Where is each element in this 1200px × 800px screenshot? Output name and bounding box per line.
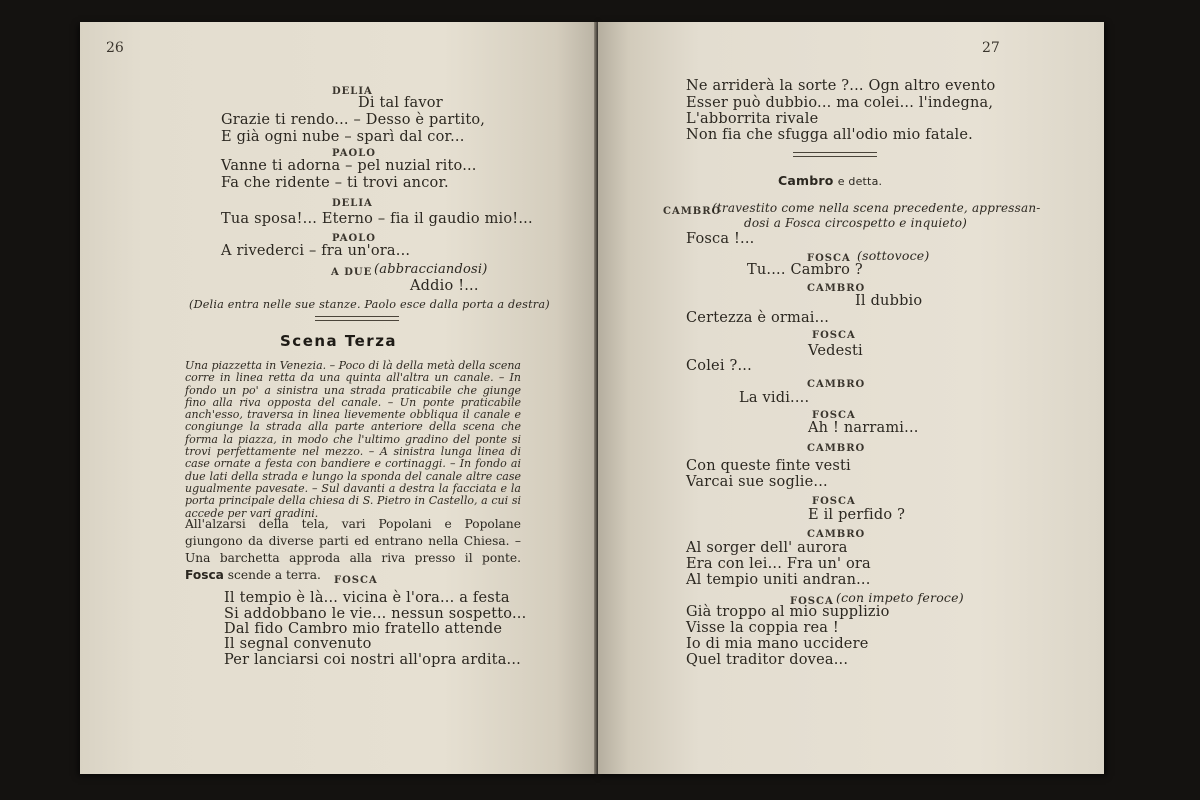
verse-line: E già ogni nube – sparì dal cor... xyxy=(221,129,465,145)
speaker-label: FOSCA xyxy=(812,496,856,507)
speaker-label: CAMBRO xyxy=(807,443,866,454)
speaker-label: PAOLO xyxy=(332,148,377,159)
left-page-number: 26 xyxy=(106,40,124,56)
verse-line: A rivederci – fra un'ora... xyxy=(221,243,411,259)
speaker-label: FOSCA xyxy=(790,596,834,607)
stage-paragraph-text: All'alzarsi della tela, vari Popolani e Popolane giungono da diverse parti ed entrano nella Chiesa. – Una barchetta approda alla riva presso il ponte. xyxy=(185,517,521,565)
verse-line: Quel traditor dovea... xyxy=(686,652,849,668)
scene-divider xyxy=(315,316,399,321)
scene-description: Una piazzetta in Venezia. – Poco di là della metà della scena corre in linea retta da una quinta all'altra un canale. – In fondo un po' a sinistra una strada praticabile che giunge fino alla riva opposta del canale. – Un ponte praticabile anch'esso, traversa in linea lievemente obbliqua il canale e congiunge la strada alla parte anteriore della scena che forma la piazza, in modo che l'ultimo gradino del ponte si trovi perfettamente nel mezzo. – A sinistra lunga linea di case ornate a festa con bandiere e cortinaggi. – In fondo ai due lati della strada e lungo la sponda del canale altre case ugualmente pavesate. – Sul davanti a destra la facciata e la porta principale della chiesa di S. Pietro in Castello, a cui si accede per vari gradini. xyxy=(185,359,521,520)
verse-line: Vanne ti adorna – pel nuzial rito... xyxy=(221,158,477,174)
verse-line: Addio !... xyxy=(410,278,479,294)
verse-line: Ah ! narrami... xyxy=(808,420,919,436)
verse-line: Era con lei... Fra un' ora xyxy=(686,556,871,572)
character-name-cambro: Cambro xyxy=(778,173,834,188)
verse-line: Già troppo al mio supplizio xyxy=(686,604,890,620)
verse-line: Ne arriderà la sorte ?... Ogn altro evento xyxy=(686,78,996,94)
verse-line: Visse la coppia rea ! xyxy=(686,620,839,636)
verse-line: Fa che ridente – ti trovi ancor. xyxy=(221,175,449,191)
verse-line: Al sorger dell' aurora xyxy=(686,540,848,556)
verse-line: L'abborrita rivale xyxy=(686,111,819,127)
speaker-label: FOSCA xyxy=(812,410,856,421)
verse-line: Al tempio uniti andran... xyxy=(686,572,871,588)
verse-line: Non fia che sfugga all'odio mio fatale. xyxy=(686,127,973,143)
verse-line: Esser può dubbio... ma colei... l'indegna, xyxy=(686,95,994,111)
stage-direction: (abbracciandosi) xyxy=(374,262,488,277)
verse-line: Il segnal convenuto xyxy=(224,636,372,652)
verse-line: Per lanciarsi coi nostri all'opra ardita... xyxy=(224,652,521,668)
scene-heading-rest: e detta. xyxy=(837,175,883,188)
right-page-number: 27 xyxy=(982,40,1000,56)
speaker-label: A DUE xyxy=(331,267,373,278)
speaker-label: FOSCA xyxy=(334,575,378,586)
stage-direction: (Delia entra nelle sue stanze. Paolo esce dalla porta a destra) xyxy=(189,298,550,311)
stage-paragraph-text-end: scende a terra. xyxy=(227,568,321,582)
scene-divider xyxy=(793,152,877,157)
verse-line: Fosca !... xyxy=(686,231,755,247)
verse-line: Grazie ti rendo... – Desso è partito, xyxy=(221,112,486,128)
speaker-label: FOSCA xyxy=(807,253,851,264)
stage-direction: dosi a Fosca circospetto e inquieto) xyxy=(744,216,968,230)
scene-heading xyxy=(778,173,882,190)
character-name-fosca: Fosca xyxy=(185,568,224,582)
verse-line: Si addobbano le vie... nessun sospetto... xyxy=(224,606,527,622)
verse-line: Colei ?... xyxy=(686,358,752,374)
scene-title: Scena Terza xyxy=(280,332,398,350)
verse-line: Tua sposa!... Eterno – fia il gaudio mio!... xyxy=(221,211,533,227)
stage-direction: (sottovoce) xyxy=(857,248,930,263)
speaker-label: PAOLO xyxy=(332,233,377,244)
verse-line: Con queste finte vesti xyxy=(686,458,851,474)
speaker-label: DELIA xyxy=(332,198,373,209)
verse-line: Dal fido Cambro mio fratello attende xyxy=(224,621,503,637)
speaker-label: FOSCA xyxy=(812,330,856,341)
speaker-label: CAMBRO xyxy=(807,529,866,540)
speaker-label: CAMBRO xyxy=(663,206,722,217)
verse-line: Il tempio è là... vicina è l'ora... a festa xyxy=(224,590,510,606)
speaker-label: DELIA xyxy=(332,86,373,97)
verse-line: Varcai sue soglie... xyxy=(686,474,828,490)
speaker-label: CAMBRO xyxy=(807,379,866,390)
verse-line: Il dubbio xyxy=(855,293,923,309)
stage-direction: (travestito come nella scena precedente, appressan- xyxy=(712,201,1041,215)
verse-line: Tu.... Cambro ? xyxy=(747,262,863,278)
verse-line: Di tal favor xyxy=(358,95,443,111)
verse-line: Io di mia mano uccidere xyxy=(686,636,869,652)
verse-line: Vedesti xyxy=(808,343,863,359)
verse-line: La vidi.... xyxy=(739,390,810,406)
stage-direction: (con impeto feroce) xyxy=(836,590,964,605)
verse-line: Certezza è ormai... xyxy=(686,310,830,326)
speaker-label: CAMBRO xyxy=(807,283,866,294)
verse-line: E il perfido ? xyxy=(808,507,906,523)
